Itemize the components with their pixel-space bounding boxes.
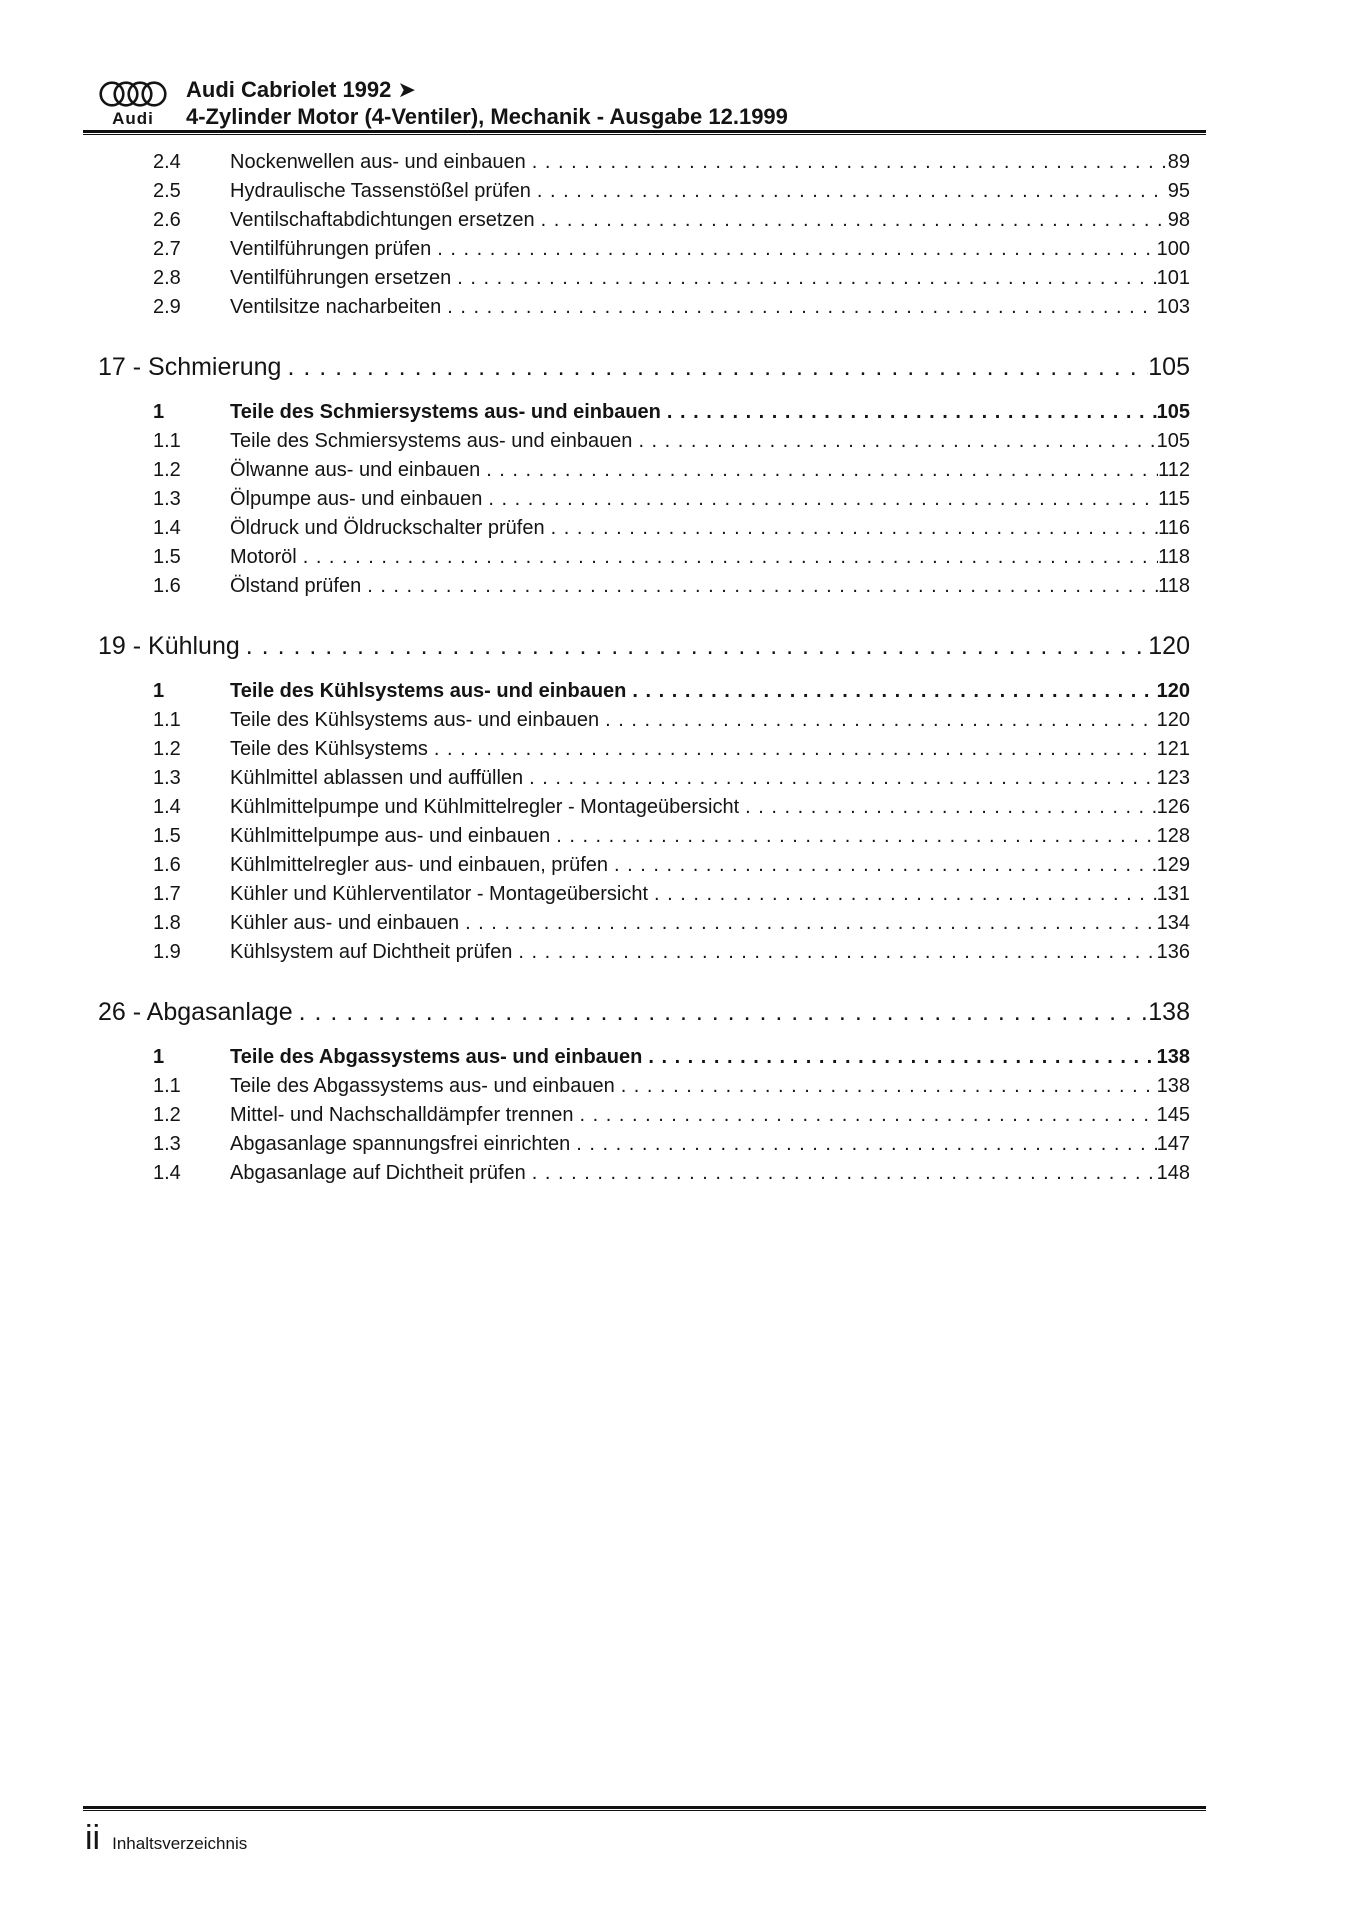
- toc-entry: [83, 677, 1206, 706]
- toc-entry-page: 116: [1158, 517, 1190, 539]
- dot-leader: [518, 938, 1156, 967]
- toc-entry: [83, 851, 1206, 880]
- toc-section-heading: [83, 993, 1206, 1031]
- dot-leader: [605, 706, 1157, 735]
- toc-entry-title: Ventilschaftabdichtungen ersetzen: [230, 209, 535, 231]
- toc-entry-title: Ventilführungen ersetzen: [230, 267, 452, 289]
- toc-entry-title: Kühlmittelpumpe aus- und einbauen: [230, 825, 551, 847]
- toc-entry-number: 1.9: [153, 941, 181, 963]
- toc-entry-page: 89: [1167, 151, 1190, 173]
- toc-entry-number: 1.2: [153, 738, 181, 760]
- toc-entry: [83, 514, 1206, 543]
- toc-entry-title: Teile des Kühlsystems aus- und einbauen: [230, 680, 627, 702]
- dot-leader: [246, 627, 1149, 665]
- dot-leader: [551, 514, 1159, 543]
- toc-entry: [83, 177, 1206, 206]
- dot-leader: [287, 348, 1148, 386]
- dot-leader: [447, 293, 1156, 322]
- toc-entry-number: 2.4: [153, 151, 181, 173]
- toc-entry: [83, 264, 1206, 293]
- dot-leader: [556, 822, 1156, 851]
- toc-entry-title: Abgasanlage spannungsfrei einrichten: [230, 1133, 571, 1155]
- dot-leader: [465, 909, 1157, 938]
- toc-entry-title: Teile des Kühlsystems aus- und einbauen: [230, 709, 600, 731]
- toc-entry-title: Ventilsitze nacharbeiten: [230, 296, 442, 318]
- dot-leader: [654, 880, 1157, 909]
- toc-entry-page: 136: [1156, 941, 1190, 963]
- toc-entry-page: 145: [1156, 1104, 1190, 1126]
- footer-divider: [83, 1806, 1206, 1811]
- toc-section-title: 17 - Schmierung: [98, 353, 282, 381]
- toc-entry: [83, 1159, 1206, 1188]
- dot-leader: [580, 1101, 1157, 1130]
- dot-leader: [532, 148, 1168, 177]
- toc-entry-number: 2.8: [153, 267, 181, 289]
- toc-entry-page: 103: [1156, 296, 1190, 318]
- toc-entry-number: 1: [153, 401, 165, 423]
- toc-entry-page: 138: [1156, 1046, 1190, 1068]
- toc-entry: [83, 822, 1206, 851]
- dot-leader: [576, 1130, 1156, 1159]
- toc-entry-page: 118: [1158, 546, 1190, 568]
- toc-entry: [83, 293, 1206, 322]
- toc-entry-title: Öldruck und Öldruckschalter prüfen: [230, 517, 545, 539]
- toc-entry: [83, 909, 1206, 938]
- toc-entry: [83, 1130, 1206, 1159]
- header-model-line: Audi Cabriolet 1992 ➤: [186, 77, 416, 102]
- toc-entry: [83, 206, 1206, 235]
- dot-leader: [303, 543, 1158, 572]
- toc-entry-page: 134: [1156, 912, 1190, 934]
- toc-section-heading: [83, 348, 1206, 386]
- toc-entry: [83, 764, 1206, 793]
- dot-leader: [299, 993, 1149, 1031]
- toc-entry-title: Kühlmittel ablassen und auffüllen: [230, 767, 524, 789]
- dot-leader: [621, 1072, 1157, 1101]
- toc-entry: [83, 938, 1206, 967]
- toc-entry-page: 121: [1156, 738, 1190, 760]
- toc-entry-page: 148: [1156, 1162, 1190, 1184]
- dot-leader: [434, 735, 1157, 764]
- toc-entry-page: 131: [1156, 883, 1190, 905]
- toc-entry-title: Ölstand prüfen: [230, 575, 362, 597]
- toc-entry-page: 95: [1167, 180, 1190, 202]
- toc-entry: [83, 398, 1206, 427]
- toc-entry-number: 1.1: [153, 430, 181, 452]
- toc-entry-title: Motoröl: [230, 546, 297, 568]
- toc-section-title: 26 - Abgasanlage: [98, 998, 293, 1026]
- toc-entry-page: 112: [1158, 459, 1190, 481]
- toc-entry-number: 1.6: [153, 575, 181, 597]
- toc-entry-title: Ventilführungen prüfen: [230, 238, 432, 260]
- toc-entry: [83, 148, 1206, 177]
- page-footer: [85, 1818, 247, 1858]
- dot-leader: [532, 1159, 1157, 1188]
- dot-leader: [437, 235, 1156, 264]
- dot-leader: [745, 793, 1156, 822]
- dot-leader: [537, 177, 1168, 206]
- toc-entry-page: 126: [1156, 796, 1190, 818]
- toc-entry: [83, 1043, 1206, 1072]
- toc-entry: [83, 735, 1206, 764]
- toc-section-page: 105: [1148, 353, 1190, 381]
- toc-entry-number: 1.1: [153, 1075, 181, 1097]
- toc-section-page: 120: [1148, 632, 1190, 660]
- toc-entry-page: 101: [1156, 267, 1190, 289]
- toc-entry-page: 120: [1156, 680, 1190, 702]
- toc-entry-title: Teile des Abgassystems aus- und einbauen: [230, 1075, 615, 1097]
- page-header: [98, 76, 1206, 130]
- toc-entry-number: 1.1: [153, 709, 181, 731]
- toc-entry-page: 105: [1156, 430, 1190, 452]
- toc-entry-page: 123: [1156, 767, 1190, 789]
- header-divider: [83, 130, 1206, 135]
- toc-entry: [83, 235, 1206, 264]
- toc-entry-title: Kühler aus- und einbauen: [230, 912, 460, 934]
- dot-leader: [638, 427, 1156, 456]
- toc-entry: [83, 793, 1206, 822]
- toc-entry: [83, 427, 1206, 456]
- header-text: [186, 76, 788, 130]
- toc-entry-title: Mittel- und Nachschalldämpfer trennen: [230, 1104, 574, 1126]
- toc-entry-page: 138: [1156, 1075, 1190, 1097]
- dot-leader: [632, 677, 1156, 706]
- toc-entry-title: Teile des Kühlsystems: [230, 738, 428, 760]
- toc-entry: [83, 543, 1206, 572]
- toc-entry-page: 98: [1167, 209, 1190, 231]
- toc-entry: [83, 1072, 1206, 1101]
- toc-section: [83, 627, 1206, 967]
- footer-section-title: Inhaltsverzeichnis: [112, 1834, 248, 1853]
- toc-entry-number: 1.3: [153, 1133, 181, 1155]
- toc-entry: [83, 880, 1206, 909]
- toc-entry-page: 128: [1156, 825, 1190, 847]
- toc-entry-title: Hydraulische Tassenstößel prüfen: [230, 180, 531, 202]
- toc-entry-title: Ölwanne aus- und einbauen: [230, 459, 481, 481]
- toc-section-page: 138: [1148, 998, 1190, 1026]
- toc-entry-number: 1.2: [153, 459, 181, 481]
- toc-entry-title: Nockenwellen aus- und einbauen: [230, 151, 526, 173]
- toc-entry-number: 2.9: [153, 296, 181, 318]
- toc-section: [83, 148, 1206, 322]
- toc-entry-title: Kühlmittelpumpe und Kühlmittelregler - Montageübersicht: [230, 796, 740, 818]
- toc-entry-number: 1.3: [153, 767, 181, 789]
- dot-leader: [529, 764, 1156, 793]
- toc-entry-title: Teile des Abgassystems aus- und einbauen: [230, 1046, 643, 1068]
- toc-entry-title: Kühler und Kühlerventilator - Montageübersicht: [230, 883, 649, 905]
- dot-leader: [614, 851, 1157, 880]
- footer-page-number: ii: [85, 1819, 101, 1857]
- toc-entry: [83, 706, 1206, 735]
- toc-entry-page: 118: [1158, 575, 1190, 597]
- toc-entry-title: Teile des Schmiersystems aus- und einbauen: [230, 401, 661, 423]
- toc-section-heading: [83, 627, 1206, 665]
- toc-entry-number: 1.8: [153, 912, 181, 934]
- toc-entry-page: 129: [1156, 854, 1190, 876]
- toc-entry-title: Kühlsystem auf Dichtheit prüfen: [230, 941, 513, 963]
- toc-entry-page: 105: [1156, 401, 1190, 423]
- header-title-line: 4-Zylinder Motor (4-Ventiler), Mechanik - Ausgabe 12.1999: [186, 104, 788, 129]
- toc-entry: [83, 485, 1206, 514]
- toc-entry-number: 1.4: [153, 796, 181, 818]
- toc-entry-number: 1.2: [153, 1104, 181, 1126]
- toc-entry-number: 2.5: [153, 180, 181, 202]
- toc-section-title: 19 - Kühlung: [98, 632, 240, 660]
- dot-leader: [488, 485, 1158, 514]
- dot-leader: [541, 206, 1168, 235]
- audi-logo: [98, 76, 168, 129]
- toc-entry-title: Teile des Schmiersystems aus- und einbauen: [230, 430, 633, 452]
- toc-entry-title: Ölpumpe aus- und einbauen: [230, 488, 483, 510]
- toc-entry-number: 1.4: [153, 517, 181, 539]
- dot-leader: [648, 1043, 1156, 1072]
- toc-entry-number: 1.4: [153, 1162, 181, 1184]
- toc-entry-number: 1.3: [153, 488, 181, 510]
- toc-entry: [83, 456, 1206, 485]
- toc-entry-page: 115: [1158, 488, 1190, 510]
- toc-entry-page: 120: [1156, 709, 1190, 731]
- toc-entry-number: 1.5: [153, 546, 181, 568]
- toc-entry-number: 1.6: [153, 854, 181, 876]
- toc-entry: [83, 1101, 1206, 1130]
- table-of-contents: [83, 148, 1206, 1188]
- toc-entry-title: Abgasanlage auf Dichtheit prüfen: [230, 1162, 526, 1184]
- toc-entry: [83, 572, 1206, 601]
- toc-entry-page: 147: [1156, 1133, 1190, 1155]
- audi-wordmark: Audi: [112, 109, 154, 128]
- toc-section: [83, 348, 1206, 601]
- toc-entry-number: 2.7: [153, 238, 181, 260]
- toc-entry-number: 2.6: [153, 209, 181, 231]
- audi-rings-icon: [99, 80, 167, 108]
- toc-entry-page: 100: [1156, 238, 1190, 260]
- dot-leader: [667, 398, 1157, 427]
- dot-leader: [457, 264, 1156, 293]
- toc-entry-number: 1.5: [153, 825, 181, 847]
- toc-entry-number: 1.7: [153, 883, 181, 905]
- dot-leader: [367, 572, 1158, 601]
- toc-section: [83, 993, 1206, 1188]
- toc-entry-number: 1: [153, 680, 165, 702]
- toc-entry-title: Kühlmittelregler aus- und einbauen, prüfen: [230, 854, 609, 876]
- dot-leader: [486, 456, 1158, 485]
- toc-entry-number: 1: [153, 1046, 165, 1068]
